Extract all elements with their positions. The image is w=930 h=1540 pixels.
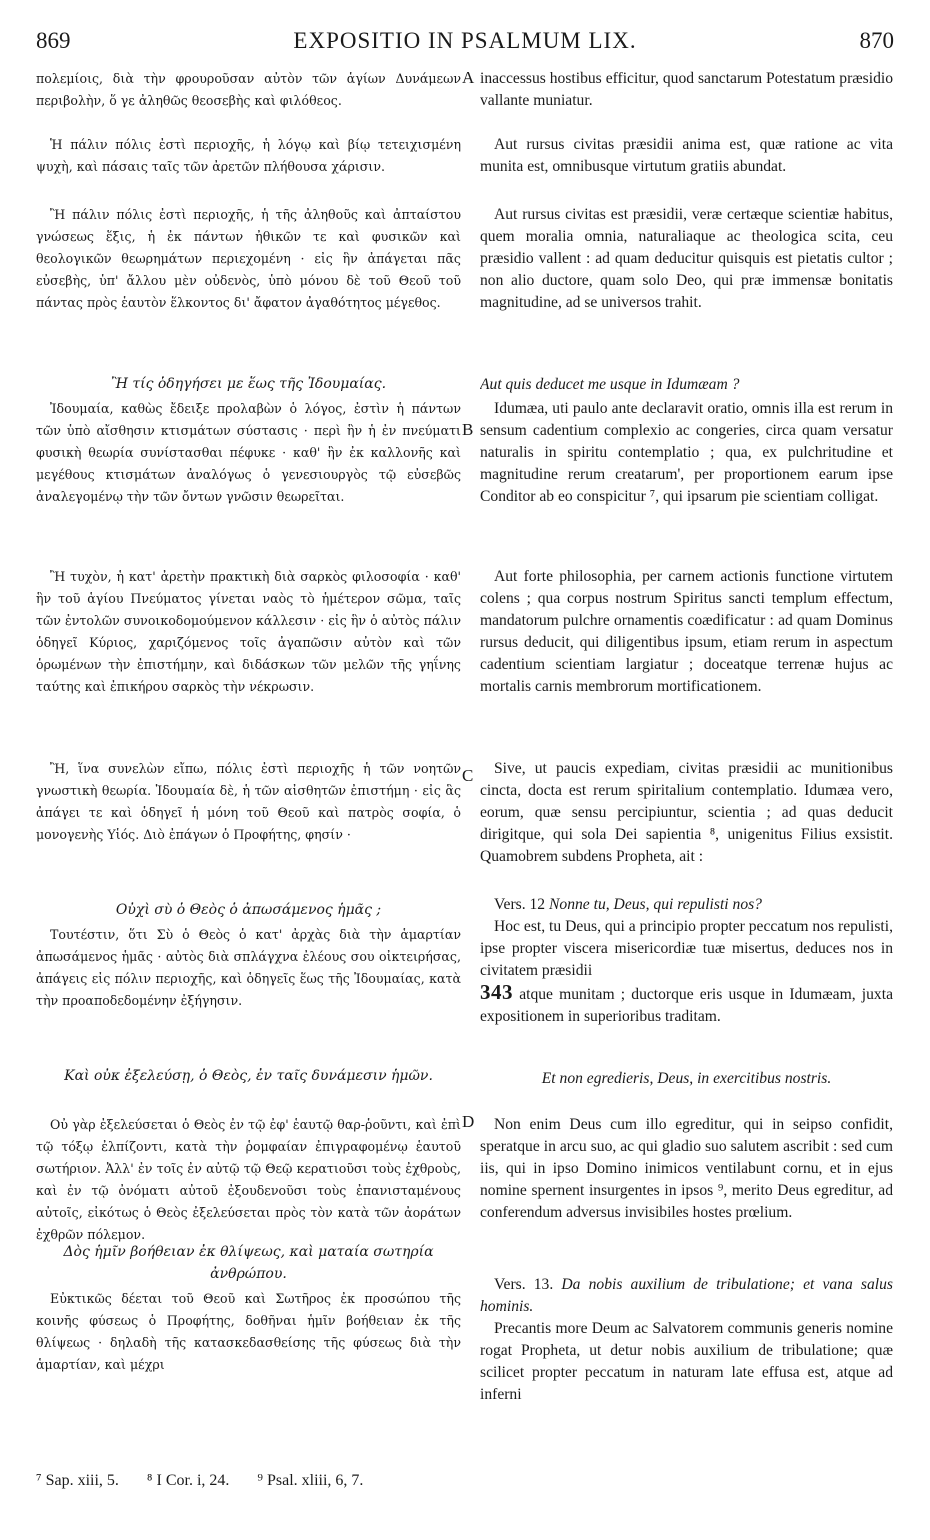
greek-lemma: Καὶ οὐκ ἐξελεύσῃ, ὁ Θεὸς, ἐν ταῖς δυνάμεσιν ἡμῶν. [64, 1068, 433, 1084]
latin-paragraph: Aut rursus civitas præsidii anima est, quæ ratione ac vita munita est, omnibusque virtutum gratiis abundat. [480, 136, 893, 175]
greek-paragraph: πολεμίοις, διὰ τὴν φρουροῦσαν αὐτὸν τῶν ἁγίων Δυνάμεων περιβολὴν, ὅ γε ἀληθῶς θεοσεβὴς καὶ φιλόθεος. [36, 71, 461, 108]
greek-paragraph: Εὐκτικῶς δέεται τοῦ Θεοῦ καὶ Σωτῆρος ἐκ προσώπου τῆς κοινῆς φύσεως ὁ Προφήτης, δοθῆναι ἡμῖν βοήθειαν ἐκ τῆς θλίψεως · δηλαδὴ τῆς κατασκεδασθείσης τῆς φύσεως διὰ τὴν ἁμαρτίαν, καὶ μέχρι [36, 1291, 461, 1372]
latin-lemma: Et non egredieris, Deus, in exercitibus nostris. [541, 1070, 832, 1087]
page-header [36, 28, 894, 62]
greek-paragraph: Ἢ, ἵνα συνελὼν εἴπω, πόλις ἐστὶ περιοχῆς ἡ τῶν νοητῶν γνωστικὴ θεωρία. Ἰδουμαία δὲ, ἡ τῶν αἰσθητῶν ἐπιστήμη · εἰς ἃς ἀπάγει τε καὶ ὁδηγεῖ ἡ μόνη τοῦ Θεοῦ καὶ πατρὸς σοφία, ὁ μονογενὴς Υἱός. Διὸ ἐπάγων ὁ Προφήτης, φησίν · [36, 761, 461, 842]
latin-paragraph: Aut forte philosophia, per carnem actionis functione virtutem colens ; qua corpus nostrum Spiritus sancti templum effectum, mandatorum pulchre ornamentis coædificatur : ad quam Dominus rursus deducit, qui diligentibus ipsum, etiam rerum in aspectum cadentium scientiam largiatur ; doceatque terrenæ hujus ac mortalis carnis membrorum mortificationem. [480, 568, 893, 695]
footnote-7: ⁷ Sap. xiii, 5. [36, 1472, 119, 1489]
latin-paragraph: Idumæa, uti paulo ante declaravit oratio, omnis illa est rerum in sensum cadentium complexio ac congeries, circa quam versatur naturalis in spiritu contemplatio ; qua, ex pulchritudine et magnitudine rerum creatarum', per proportionem earum ipse Conditor ab eo conspicitur ⁷, qui ipsarum pie scientiam colligat. [480, 400, 893, 505]
running-title: EXPOSITIO IN PSALMUM LIX. [293, 28, 637, 53]
latin-paragraph: Non enim Deus cum illo egreditur, qui in seipso confidit, speratque in arcu suo, ac qui gladio suo salutem ascribit : sed cum iis, qui in ipso Domino inimicos ventilabunt cornu, et in ejus nomine spernent insurgentes in ipsos ⁹, merito Deus egreditur, ad conferendum adversus invisibiles hostes prœlium. [480, 1116, 893, 1221]
verse-label: Vers. 13. [494, 1276, 554, 1293]
latin-lemma: Aut quis deducet me usque in Idumæam ? [480, 376, 740, 393]
footnote-8: ⁸ I Cor. i, 24. [146, 1472, 230, 1489]
column-number: 343 [480, 982, 513, 1004]
margin-letter-c: C [462, 766, 474, 785]
latin-paragraph: inaccessus hostibus efficitur, quod sanctarum Potestatum præsidio vallante muniatur. [480, 70, 893, 109]
latin-verse-12 [480, 894, 893, 916]
margin-letter-a: A [462, 68, 475, 87]
greek-paragraph: Ἢ πάλιν πόλις ἐστὶ περιοχῆς, ἡ τῆς ἀληθοῦς καὶ ἀπταίστου γνώσεως ἕξις, ἡ ἐκ πάντων ἠθικῶν τε καὶ φυσικῶν καὶ θεολογικῶν θεωρημάτων περιεχομένη · εἰς ἣν ἀπάγεται πᾶς εὐσεβὴς, ὑπ' ἄλλου μὲν οὐδενὸς, ὑπὸ μόνου δὲ τοῦ Θεοῦ τοῦ πάντας πρὸς ἑαυτὸν ἕλκοντος δι' ἄφατον ἀγαθότητος μέγεθος. [36, 207, 461, 310]
latin-paragraph: Sive, ut paucis expediam, civitas præsidii ac munitionibus cincta, docta est rerum spiritalium contemplatio. Idumæa vero, eorum, quæ sensu percipiuntur, scientia ; ad quas deducit dirigitque, qui sola Dei sapientia ⁸, unigenitus Filius exsistit. Quamobrem subdens Propheta, ait : [480, 760, 893, 865]
footnotes [36, 1472, 894, 1490]
greek-paragraph: Ἢ τυχὸν, ἡ κατ' ἀρετὴν πρακτικὴ διὰ σαρκὸς φιλοσοφία · καθ' ἣν τοῦ ἁγίου Πνεύματος γίνεται ναὸς τὸ ἡμέτερον σῶμα, ταῖς τῶν ἐντολῶν συνοικοδομούμενον κάλλεσιν · εἰς ἣν ὁ αὐτὸς πάλιν ὁδηγεῖ Κύριος, χαριζόμενος τοῖς ἀγαπῶσιν αὐτὸν καὶ τῶν ὁρωμένων τὴν ἐπιστήμην, καὶ διδάσκων τῶν μελῶν τῆς γηΐνης ταύτης καὶ ἐπικήρου σαρκὸς τὴν νέκρωσιν. [36, 569, 461, 694]
greek-paragraph: Τουτέστιν, ὅτι Σὺ ὁ Θεὸς ὁ κατ' ἀρχὰς διὰ τὴν ἁμαρτίαν ἀπωσάμενος ἡμᾶς · αὐτὸς διὰ σπλάγχνα ἐλέους σου οἰκτειρήσας, ἀπάγεις εἰς πόλιν περιοχῆς, καὶ ὁδηγεῖς ἕως τῆς Ἰδουμαίας, κατὰ τὴν προαποδεδομένην ἐξήγησιν. [36, 927, 461, 1008]
latin-text: atque munitam ; ductorque eris usque in Idumæam, juxta expositionem in superioribus traditam. [480, 986, 893, 1025]
verse-text: Nonne tu, Deus, qui repulisti nos? [549, 896, 762, 913]
margin-letter-d: D [462, 1112, 475, 1131]
greek-paragraph: Ἡ πάλιν πόλις ἐστὶ περιοχῆς, ἡ λόγῳ καὶ βίῳ τετειχισμένη ψυχὴ, καὶ πάσαις ταῖς τῶν ἀρετῶν πλήθουσα χάρισιν. [36, 137, 461, 174]
latin-paragraph: Precantis more Deum ac Salvatorem communis generis nomine rogat Propheta, ut detur nobis auxilium de tribulatione; quæ scilicet propter peccatum in naturam late effusa est, atque ad inferni [480, 1320, 893, 1403]
greek-lemma: Δὸς ἡμῖν βοήθειαν ἐκ θλίψεως, καὶ ματαία σωτηρία ἀνθρώπου. [63, 1244, 434, 1282]
latin-paragraph-continued [480, 982, 893, 1048]
greek-lemma: Ἢ τίς ὁδηγήσει με ἕως τῆς Ἰδουμαίας. [110, 376, 387, 392]
margin-letter-b: B [462, 420, 474, 439]
greek-paragraph: Οὐ γὰρ ἐξελεύσεται ὁ Θεὸς ἐν τῷ ἐφ' ἑαυτῷ θαρ-ῥοῦντι, καὶ ἐπὶ τῷ τόξῳ ἐλπίζοντι, κατὰ τὴν ῥομφαίαν ἐπιγραφομένῳ ἑαυτοῦ σωτήριον. Ἀλλ' ἐν τοῖς ἐν αὐτῷ τῷ Θεῷ κερατιοῦσι τοὺς ἐχθροὺς, καὶ ἐν τῷ ὀνόματι αὐτοῦ ἐξουδενοῦσι τοὺς ἐπανισταμένους αὐτοῖς, εἰκότως ὁ Θεὸς ἐξελεύσεται πρὸς τὸν κατὰ τῶν ἀοράτων ἐχθρῶν πόλεμον. [36, 1117, 461, 1242]
page-number-right: 870 [859, 28, 894, 53]
latin-paragraph: Aut rursus civitas est præsidii, veræ certæque scientiæ habitus, quem moralia omnia, naturaliaque ac theologica scita, ceu præsidio vallent : ad quam deducitur quisquis est pietatis cultor ; non alio ductore, quam solo Deo, qui præ immensæ bonitatis magnitudine, ad se universos trahit. [480, 206, 893, 311]
latin-paragraph: Hoc est, tu Deus, qui a principio propter peccatum nos repulisti, ipse propter viscera misericordiæ tuæ misertus, deduces nos in civitatem præsidii [480, 918, 893, 979]
greek-paragraph: Ἰδουμαία, καθὼς ἔδειξε προλαβὼν ὁ λόγος, ἐστὶν ἡ πάντων τῶν ὑπὸ αἴσθησιν κτισμάτων σύστασις · περὶ ἣν ἡ ἐν πνεύματι φυσικὴ θεωρία συνίστασθαι πέφυκε · καθ' ἣν ἐκ καλλονῆς καὶ μεγέθους κτισμάτων ἀναλόγως ὁ γενεσιουργὸς τῷ εὐσεβῶς ἀναλεγομένῳ τὴν τῶν ὄντων γνῶσιν θεωρεῖται. [36, 401, 461, 504]
verse-text: Da nobis auxilium de tribulatione; et vana salus hominis. [480, 1276, 893, 1315]
page-number-left: 869 [36, 28, 71, 53]
footnote-9: ⁹ Psal. xliii, 6, 7. [257, 1472, 364, 1489]
verse-label: Vers. 12 [494, 896, 546, 913]
latin-verse-13 [480, 1274, 893, 1318]
greek-lemma: Οὐχὶ σὺ ὁ Θεὸς ὁ ἀπωσάμενος ἡμᾶς ; [115, 902, 382, 918]
